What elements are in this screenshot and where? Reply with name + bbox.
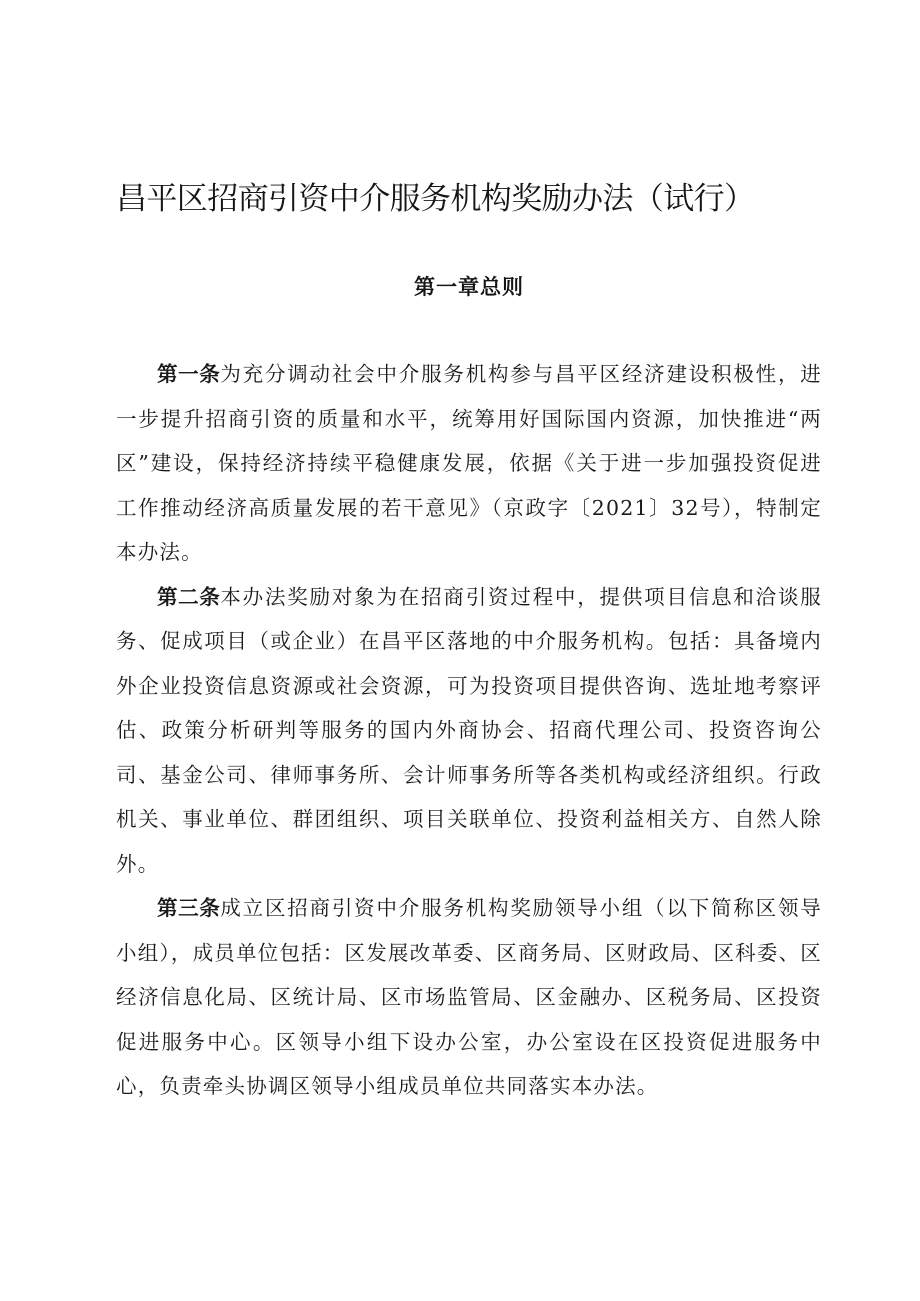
document-title: 昌平区招商引资中介服务机构奖励办法（试行） — [116, 181, 755, 217]
article-2-label: 第二条 — [157, 584, 221, 609]
article-2 — [116, 575, 822, 887]
article-3-label: 第三条 — [157, 896, 221, 920]
chapter-heading: 第一章总则 — [414, 275, 524, 299]
article-1 — [116, 352, 822, 575]
article-1-label: 第一条 — [157, 362, 221, 386]
article-1-text: 为充分调动社会中介服务机构参与昌平区经济建设积极性，进一步提升招商引资的质量和水平，统筹用好国际国内资源，加快推进“两区”建设，保持经济持续平稳健康发展，依据《关于进一步加强投资促进工作推动经济高质量发展的若干意见》（京政字〔2021〕32号），特制定本办法。 — [116, 362, 823, 564]
article-2-text: 本办法奖励对象为在招商引资过程中，提供项目信息和洽谈服务、促成项目（或企业）在昌平区落地的中介服务机构。包括：具备境内外企业投资信息资源或社会资源，可为投资项目提供咨询、选址地考察评估、政策分析研判等服务的国内外商协会、招商代理公司、投资咨询公司、基金公司、律师事务所、会计师事务所等各类机构或经济组织。行政机关、事业单位、群团组织、项目关联单位、投资利益相关方、自然人除外。 — [116, 584, 823, 876]
article-list — [116, 352, 822, 1109]
article-3 — [116, 886, 822, 1109]
article-3-text: 成立区招商引资中介服务机构奖励领导小组（以下简称区领导小组），成员单位包括：区发展改革委、区商务局、区财政局、区科委、区经济信息化局、区统计局、区市场监管局、区金融办、区税务局、区投资促进服务中心。区领导小组下设办公室，办公室设在区投资促进服务中心，负责牵头协调区领导小组成员单位共同落实本办法。 — [116, 896, 823, 1098]
